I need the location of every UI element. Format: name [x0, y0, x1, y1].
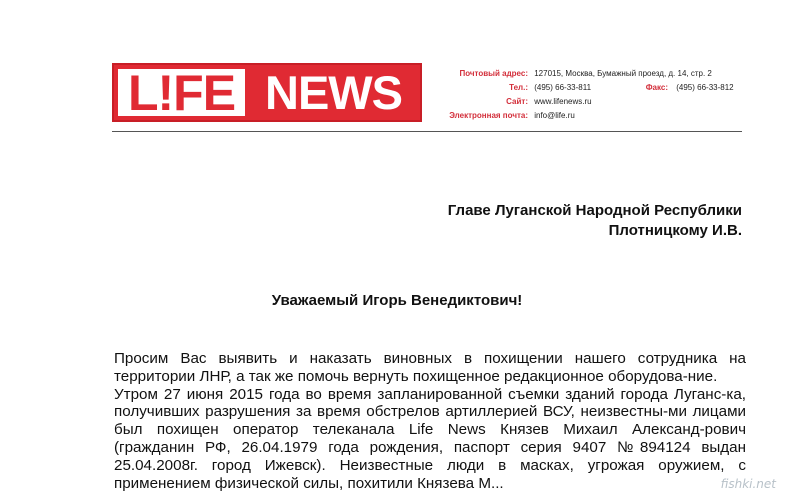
logo-life-text: L!FE	[118, 69, 245, 116]
fax-value: (495) 66-33-812	[676, 83, 734, 92]
tel-value: (495) 66-33-811	[534, 83, 592, 92]
site-value[interactable]: www.lifenews.ru	[534, 97, 592, 106]
paragraph-2: Утром 27 июня 2015 года во время запланированной съемки зданий города Луганс-ка, получивших разрушения за время обстрелов артиллерией ВСУ, неизвестны-ми лицами был похищен оператор телеканала Life News Князев Михаил Александ-рович (гражданин РФ, 26.04.1979 года рождения, паспорт серия 9407 №894124 выдан 25.04.2008г. город Ижевск). Неизвестные люди в масках, угрожая оружием, с применением физической силы, похитили Князева М...	[114, 385, 746, 492]
fax-row	[628, 81, 734, 95]
addressee	[448, 201, 742, 241]
email-value[interactable]: info@life.ru	[534, 111, 575, 120]
header-divider	[112, 131, 742, 132]
site-row	[438, 95, 592, 109]
tel-row	[438, 81, 591, 95]
logo-news-text: NEWS	[265, 66, 402, 119]
email-row	[438, 109, 575, 123]
addressee-line-2: Плотницкому И.В.	[608, 222, 742, 239]
salutation: Уважаемый Игорь Венедиктович!	[271, 292, 523, 309]
fax-label: Факс:	[645, 83, 668, 92]
life-news-logo	[112, 63, 422, 122]
postal-label: Почтовый адрес:	[459, 69, 528, 78]
paragraph-1: Просим Вас выявить и наказать виновных в похищении нашего сотрудника на территории ЛНР, а так же помочь вернуть похищенное редакционное оборудова-ние.	[114, 350, 746, 385]
addressee-line-1: Главе Луганской Народной Республики	[447, 202, 742, 219]
postal-row	[416, 67, 712, 81]
watermark: fishki.net	[720, 477, 776, 491]
site-label: Сайт:	[506, 97, 528, 106]
postal-value: 127015, Москва, Бумажный проезд, д. 14, стр. 2	[534, 69, 712, 78]
email-label: Электронная почта:	[449, 111, 528, 120]
letter-body	[114, 350, 746, 492]
tel-label: Тел.:	[509, 83, 528, 92]
